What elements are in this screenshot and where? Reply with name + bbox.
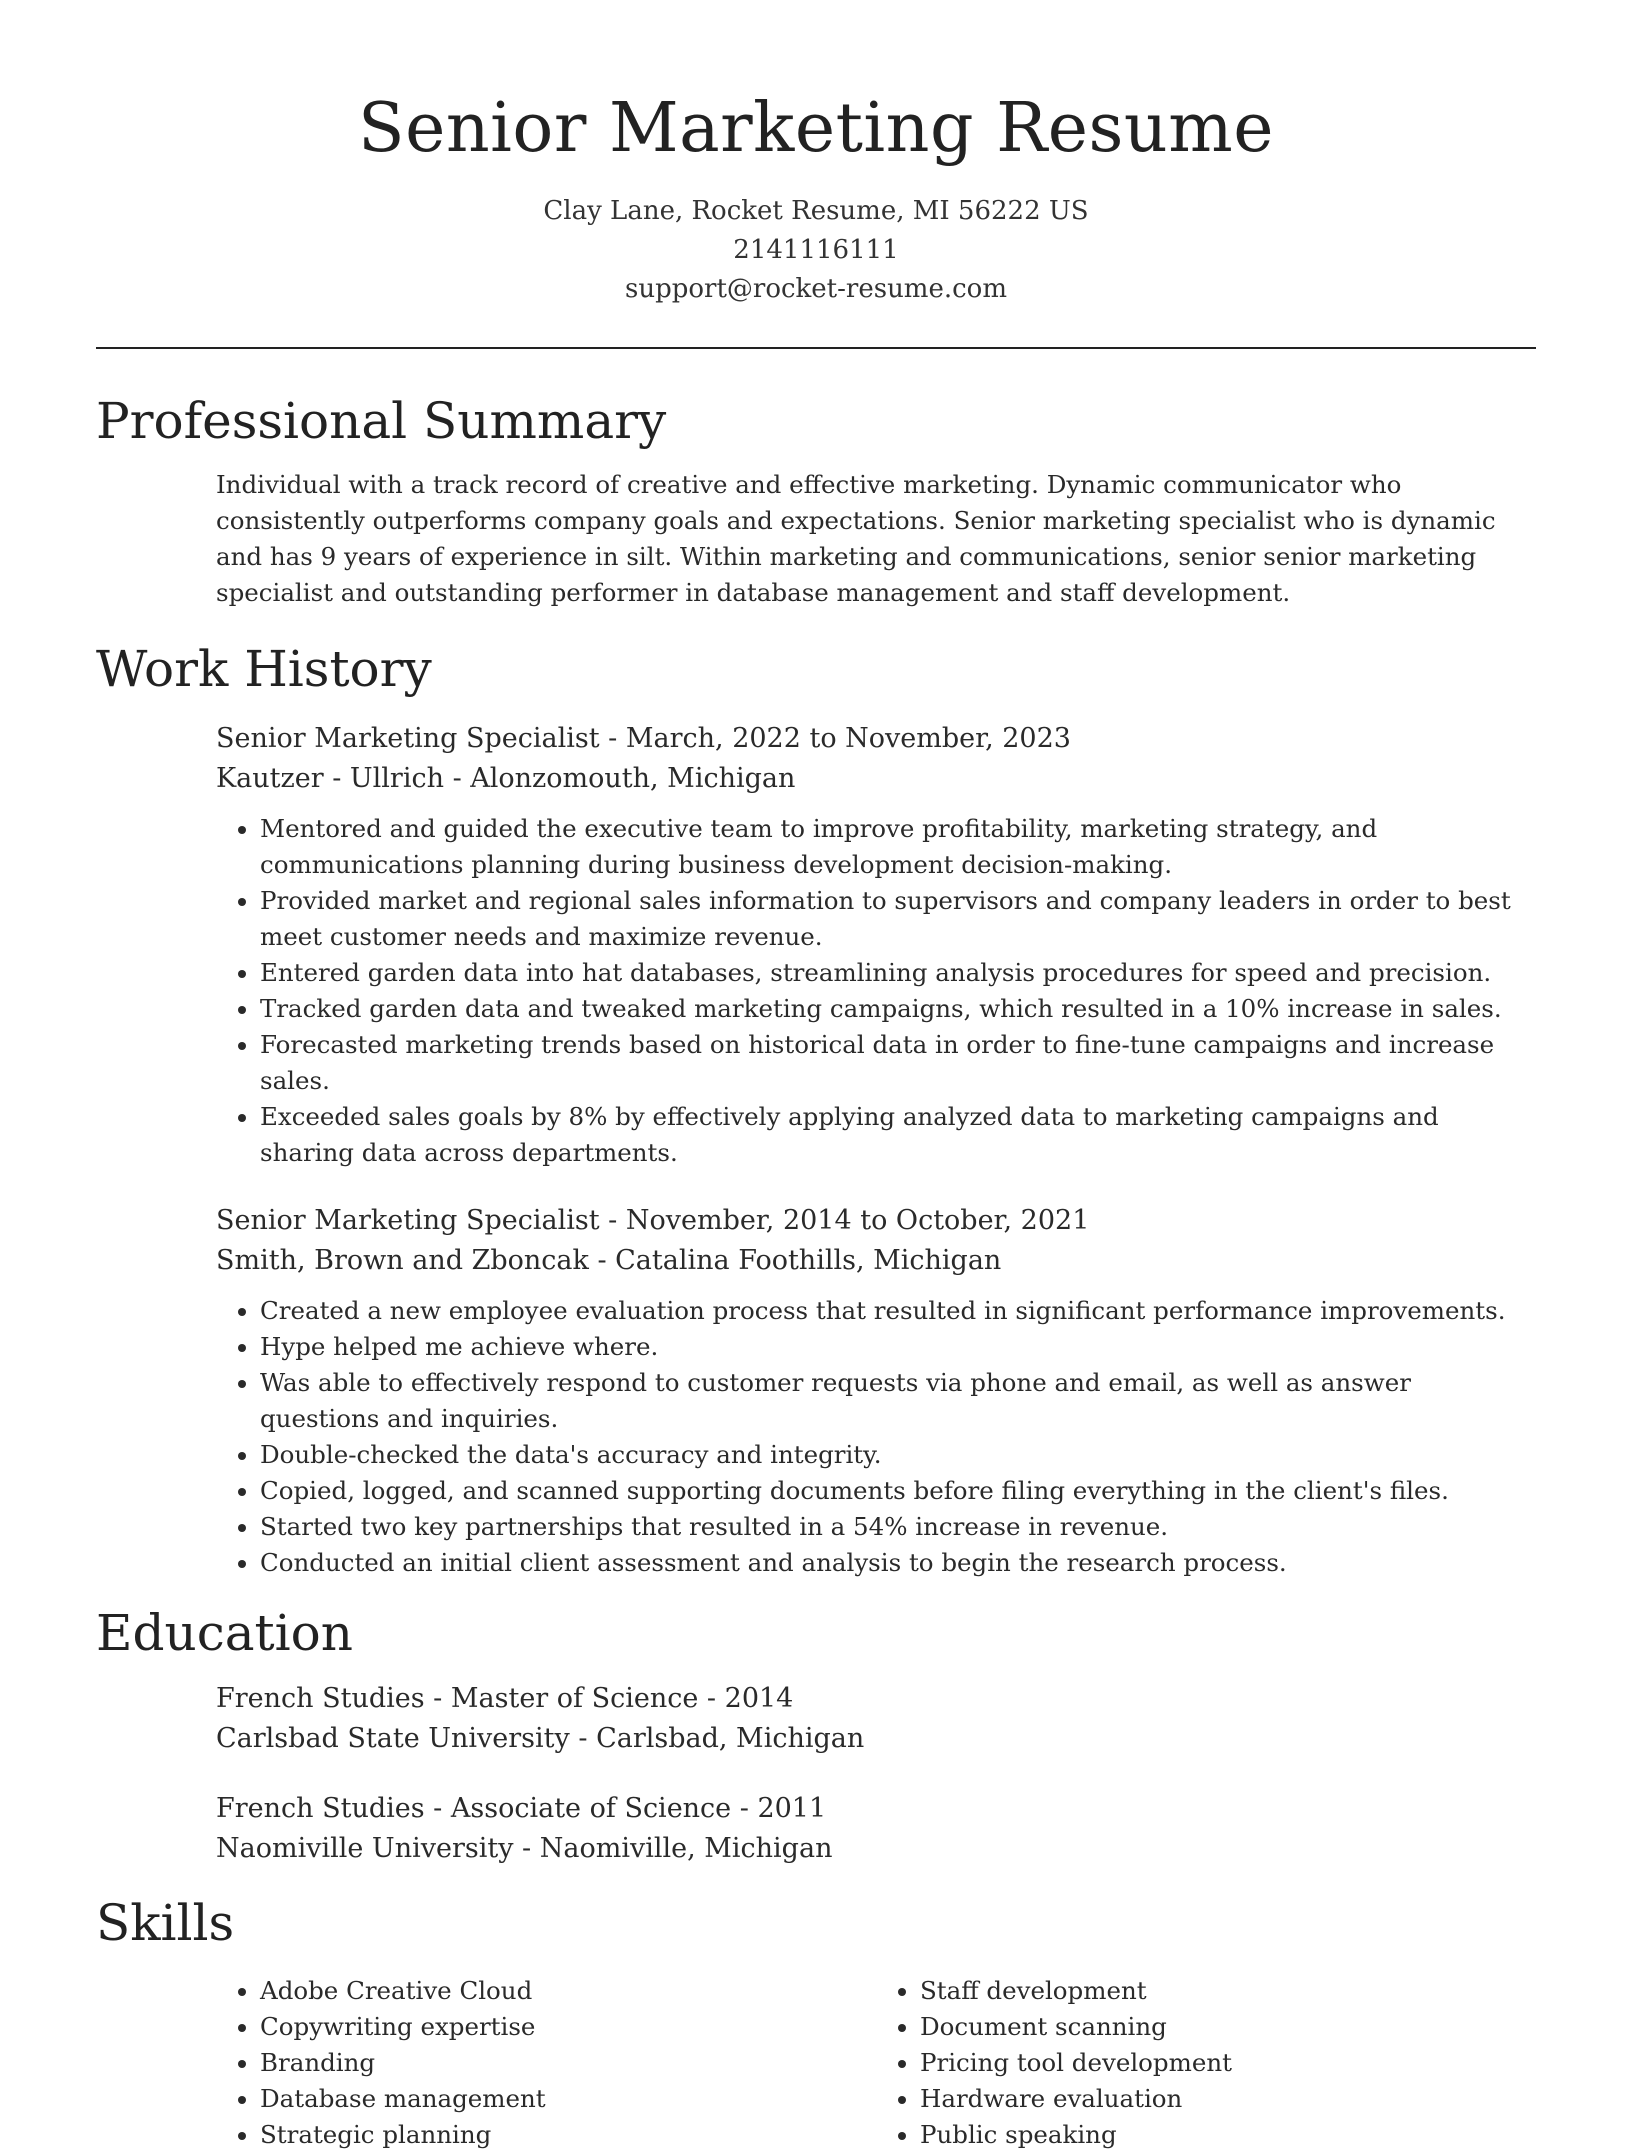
- job-entry: [216, 719, 1536, 1171]
- skill-item: • Strategic planning: [260, 2117, 876, 2153]
- skill-item: • Staff development: [920, 1973, 1536, 2009]
- job-dates: - March, 2022 to November, 2023: [599, 723, 1071, 754]
- summary-text: Individual with a track record of creative and effective marketing. Dynamic communicator who consistently outperforms company goals and expectations. Senior marketing specialist who is dynamic and has 9 years of experience in silt. Within marketing and communications, senior senior marketing specialist and outstanding performer in database management and staff development.: [216, 470, 1496, 607]
- job-dates: - November, 2014 to October, 2021: [599, 1205, 1090, 1236]
- job-title-line: [216, 719, 1536, 759]
- job-bullets: [216, 1293, 1536, 1581]
- skill-item: • Document scanning: [920, 2009, 1536, 2045]
- summary-section: [96, 389, 1536, 611]
- skill-item: • Database management: [260, 2081, 876, 2117]
- summary-heading: Professional Summary: [96, 392, 667, 450]
- email-text: support@rocket-resume.com: [624, 274, 1007, 304]
- job-bullet: • Exceeded sales goals by 8% by effectively applying analyzed data to marketing campaigns and sharing data across departments.: [260, 1099, 1536, 1171]
- education-heading: Education: [96, 1604, 353, 1662]
- skills-list-right: [876, 1973, 1536, 2153]
- job-bullet: • Provided market and regional sales information to supervisors and company leaders in order to best meet customer needs and maximize revenue.: [260, 883, 1536, 955]
- school-location: - Carlsbad, Michigan: [569, 1723, 865, 1754]
- skill-item: • Public speaking: [920, 2117, 1536, 2153]
- job-title: Senior Marketing Specialist: [216, 723, 600, 754]
- header-divider: [96, 347, 1536, 349]
- phone-text: 2141116111: [733, 235, 899, 265]
- degree-line: French Studies - Associate of Science - 2011: [216, 1793, 827, 1824]
- skills-list-left: [216, 1973, 876, 2153]
- job-bullet: • Conducted an initial client assessment and analysis to begin the research process.: [260, 1545, 1536, 1581]
- job-location: - Catalina Foothills, Michigan: [588, 1245, 1002, 1276]
- education-entry: [216, 1789, 1536, 1869]
- skills-section: [96, 1891, 1536, 2153]
- job-bullet: • Copied, logged, and scanned supporting documents before filing everything in the client's files.: [260, 1473, 1536, 1509]
- job-bullets: [216, 811, 1536, 1171]
- work-history-heading: Work History: [96, 640, 432, 698]
- page-title: Senior Marketing Resume: [358, 89, 1274, 168]
- degree-line: French Studies - Master of Science - 2014: [216, 1683, 794, 1714]
- job-bullet: • Mentored and guided the executive team to improve profitability, marketing strategy, and communications planning during business development decision-making.: [260, 811, 1536, 883]
- job-bullet: • Started two key partnerships that resulted in a 54% increase in revenue.: [260, 1509, 1536, 1545]
- skill-item: • Hardware evaluation: [920, 2081, 1536, 2117]
- school-line: [216, 1719, 1536, 1759]
- skill-item: • Branding: [260, 2045, 876, 2081]
- job-bullet: • Forecasted marketing trends based on historical data in order to fine-tune campaigns and increase sales.: [260, 1027, 1536, 1099]
- skill-item: • Adobe Creative Cloud: [260, 1973, 876, 2009]
- skill-item: • Copywriting expertise: [260, 2009, 876, 2045]
- job-bullet: • Was able to effectively respond to customer requests via phone and email, as well as answer questions and inquiries.: [260, 1365, 1536, 1437]
- school-name: Carlsbad State University: [216, 1723, 570, 1754]
- job-bullet: • Double-checked the data's accuracy and integrity.: [260, 1437, 1536, 1473]
- resume-header: [0, 0, 1632, 309]
- job-title-line: [216, 1201, 1536, 1241]
- contact-block: [0, 192, 1632, 309]
- skills-columns: [216, 1961, 1536, 2153]
- education-entry: [216, 1679, 1536, 1759]
- job-title: Senior Marketing Specialist: [216, 1205, 600, 1236]
- job-entry: [216, 1201, 1536, 1581]
- job-company-line: [216, 1241, 1536, 1281]
- job-company-line: [216, 759, 1536, 799]
- school-location: - Naomiville, Michigan: [513, 1833, 833, 1864]
- skills-heading: Skills: [96, 1894, 235, 1952]
- job-company: Smith, Brown and Zboncak: [216, 1245, 589, 1276]
- address-text: Clay Lane, Rocket Resume, MI 56222 US: [543, 196, 1089, 226]
- job-company: Kautzer - Ullrich: [216, 763, 444, 794]
- work-history-section: [96, 637, 1536, 1581]
- school-line: [216, 1829, 1536, 1869]
- job-bullet: • Entered garden data into hat databases, streamlining analysis procedures for speed and precision.: [260, 955, 1536, 991]
- job-bullet: • Hype helped me achieve where.: [260, 1329, 1536, 1365]
- school-name: Naomiville University: [216, 1833, 514, 1864]
- education-section: [96, 1601, 1536, 1869]
- job-bullet: • Tracked garden data and tweaked marketing campaigns, which resulted in a 10% increase in sales.: [260, 991, 1536, 1027]
- job-bullet: • Created a new employee evaluation process that resulted in significant performance improvements.: [260, 1293, 1536, 1329]
- skill-item: • Pricing tool development: [920, 2045, 1536, 2081]
- job-location: - Alonzomouth, Michigan: [443, 763, 796, 794]
